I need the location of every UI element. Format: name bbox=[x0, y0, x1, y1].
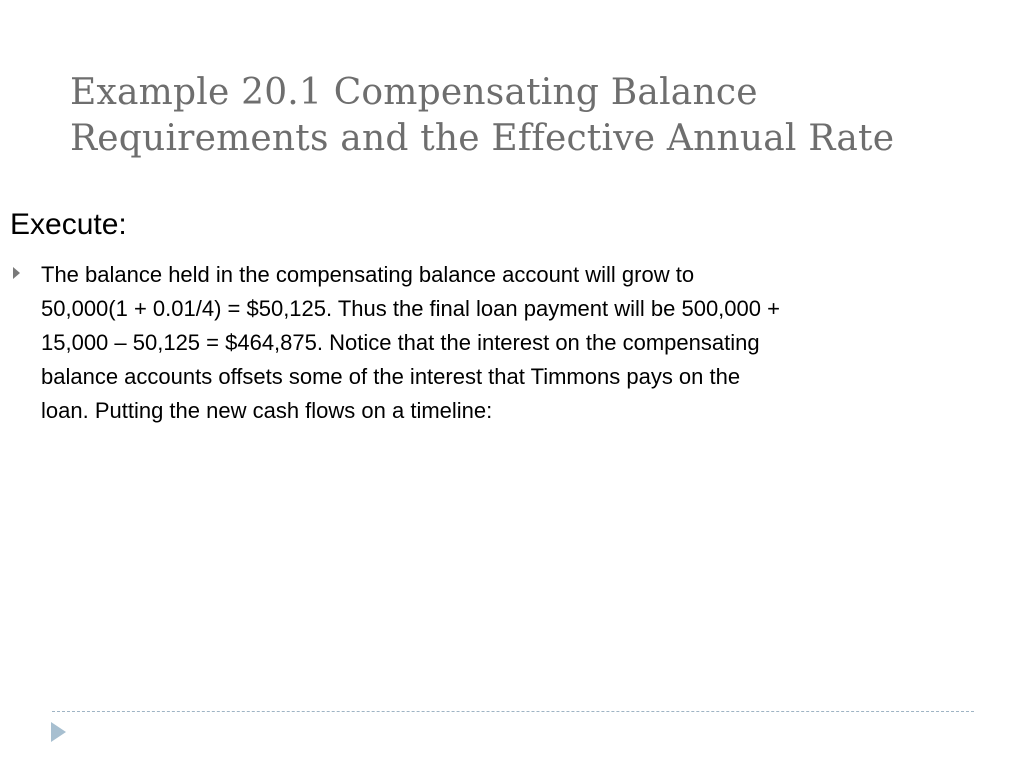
bullet-item bbox=[0, 258, 960, 428]
section-heading: Execute: bbox=[10, 208, 127, 241]
bullet-text bbox=[41, 258, 960, 428]
slide-title bbox=[70, 70, 990, 162]
play-arrow-icon bbox=[51, 722, 66, 742]
triangle-right-icon bbox=[13, 267, 20, 279]
slide-title-line-1: Example 20.1 Compensating Balance bbox=[70, 72, 758, 113]
bullet-text-line: 50,000(1 + 0.01/4) = $50,125. Thus the final loan payment will be 500,000 + bbox=[41, 296, 780, 321]
bullet-text-line: balance accounts offsets some of the interest that Timmons pays on the bbox=[41, 364, 741, 389]
bullet-list bbox=[0, 258, 960, 428]
slide-title-line-2: Requirements and the Effective Annual Rate bbox=[70, 118, 895, 159]
bullet-text-line: 15,000 – 50,125 = $464,875. Notice that the interest on the compensating bbox=[41, 330, 760, 355]
bullet-text-line: loan. Putting the new cash flows on a timeline: bbox=[41, 398, 493, 423]
bullet-text-line: The balance held in the compensating balance account will grow to bbox=[41, 262, 695, 287]
footer-divider bbox=[52, 711, 974, 712]
